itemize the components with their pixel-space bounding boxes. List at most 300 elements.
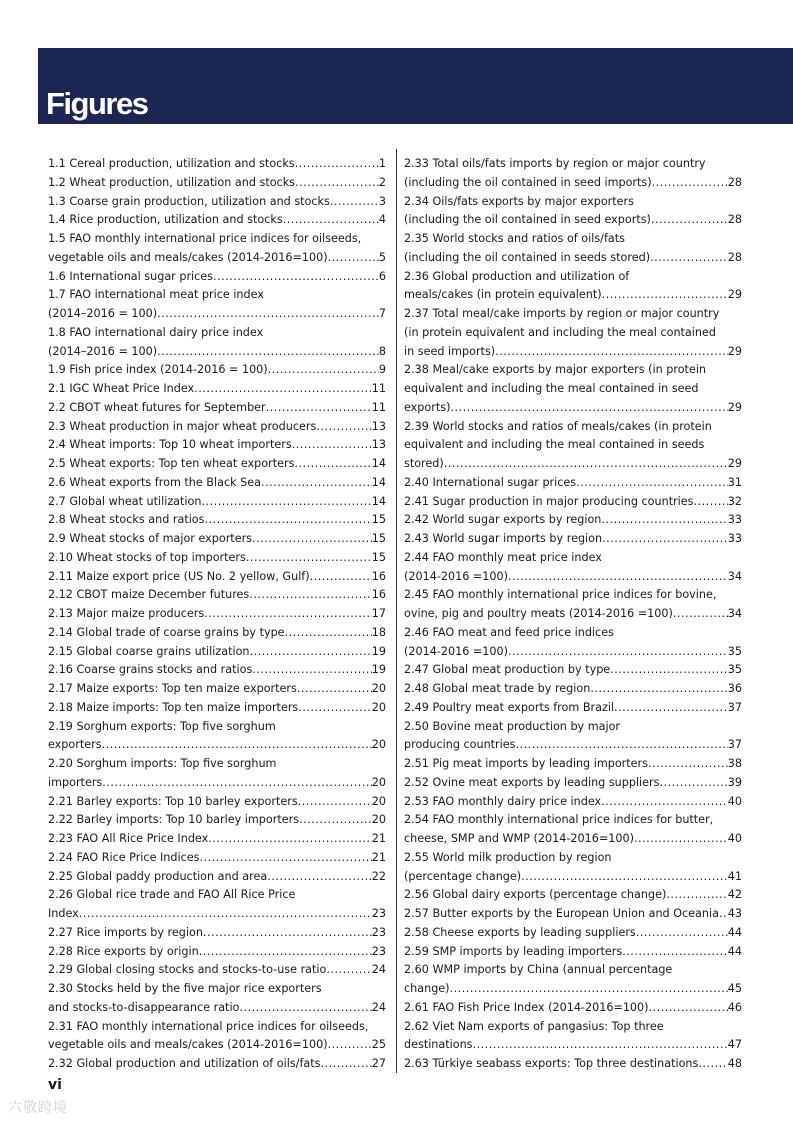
- toc-entry-line: exports): [404, 400, 451, 414]
- toc-entry[interactable]: [48, 586, 386, 605]
- toc-page-number: 4: [378, 213, 386, 227]
- toc-entry-line: importers: [48, 775, 103, 789]
- toc-entry-line: 2.63 Türkiye seabass exports: Top three destinations: [404, 1057, 699, 1070]
- toc-page-number: 28: [727, 175, 742, 189]
- toc-entry-line: 2.2 CBOT wheat futures for September: [48, 400, 266, 414]
- toc-entry-line: 2.48 Global meat trade by region: [404, 682, 591, 695]
- dot-leader: [283, 211, 379, 230]
- toc-entry[interactable]: [48, 868, 386, 887]
- page-title: Figures: [46, 86, 148, 121]
- dot-leader: [508, 643, 728, 662]
- dot-leader: [328, 249, 379, 268]
- toc-entry-line: 2.6 Wheat exports from the Black Sea: [48, 475, 261, 489]
- toc-entry-line: vegetable oils and meals/cakes (2014-2016=100): [48, 250, 328, 264]
- toc-entry[interactable]: [48, 961, 386, 980]
- toc-entry-line: 2.9 Wheat stocks of major exporters: [48, 532, 253, 545]
- toc-page-number: 29: [727, 344, 742, 358]
- toc-entry-line: stored): [404, 457, 444, 470]
- toc-entry-line: equivalent and including the meal contained in seed: [404, 382, 699, 395]
- toc-entry[interactable]: [404, 943, 742, 962]
- toc-entry[interactable]: [404, 155, 742, 193]
- toc-entry[interactable]: [404, 774, 742, 793]
- dot-leader: [268, 361, 379, 380]
- toc-entry-line: equivalent and including the meal contained in seeds: [404, 438, 705, 452]
- toc-page-number: 25: [371, 1038, 386, 1052]
- toc-entry[interactable]: [404, 530, 742, 549]
- toc-entry-line: 2.41 Sugar production in major producing countries: [404, 494, 694, 508]
- toc-page-number: 48: [727, 1057, 742, 1070]
- toc-entry[interactable]: [48, 943, 386, 962]
- dot-leader: [203, 924, 372, 943]
- toc-page-number: 22: [371, 869, 386, 883]
- toc-entry[interactable]: [404, 699, 742, 718]
- toc-page-number: 18: [371, 625, 386, 639]
- toc-entry[interactable]: [48, 849, 386, 868]
- toc-entry-line: (including the oil contained in seeds stored): [404, 250, 651, 264]
- toc-entry[interactable]: [48, 568, 386, 587]
- dot-leader: [250, 643, 372, 662]
- dot-leader: [601, 511, 727, 530]
- dot-leader: [636, 924, 728, 943]
- dot-leader: [252, 530, 372, 549]
- toc-entry-line: (including the oil contained in seed imports): [404, 175, 652, 189]
- dot-leader: [326, 961, 371, 980]
- toc-entry[interactable]: [48, 155, 386, 174]
- toc-entry-line: 2.12 CBOT maize December futures: [48, 588, 250, 602]
- toc-entry[interactable]: [404, 493, 742, 512]
- toc-entry-line: 1.6 International sugar prices: [48, 269, 214, 283]
- toc-entry[interactable]: [404, 849, 742, 887]
- toc-page-number: 8: [378, 344, 386, 358]
- dot-leader: [673, 605, 728, 624]
- toc-entry-line: in seed imports): [404, 344, 496, 358]
- dot-leader: [473, 1036, 728, 1055]
- toc-entry-line: 2.52 Ovine meat exports by leading suppliers: [404, 775, 660, 789]
- dot-leader: [204, 511, 371, 530]
- toc-entry[interactable]: [48, 455, 386, 474]
- toc-entry[interactable]: [48, 1018, 386, 1056]
- toc-entry[interactable]: [404, 361, 742, 417]
- toc-page-number: 46: [727, 1000, 742, 1014]
- toc-entry-line: change): [404, 982, 450, 995]
- toc-entry[interactable]: [404, 193, 742, 231]
- toc-entry-line: 2.38 Meal/cake exports by major exporters (in protein: [404, 363, 707, 377]
- toc-entry-line: 2.60 WMP imports by China (annual percentage: [404, 963, 673, 977]
- toc-entry-line: 2.19 Sorghum exports: Top five sorghum: [48, 719, 276, 733]
- toc-entry-line: 1.2 Wheat production, utilization and stocks: [48, 175, 296, 189]
- toc-page-number: 20: [371, 682, 386, 695]
- toc-entry-line: 2.18 Maize imports: Top ten maize importers: [48, 700, 299, 714]
- toc-entry[interactable]: [48, 830, 386, 849]
- toc-entry-line: 2.10 Wheat stocks of top importers: [48, 550, 246, 564]
- toc-entry[interactable]: [404, 268, 742, 306]
- watermark-logo: 六敬跨境: [8, 1100, 68, 1116]
- toc-page-number: 29: [727, 400, 742, 414]
- toc-entry[interactable]: [48, 1055, 386, 1074]
- toc-page-number: 44: [727, 925, 742, 939]
- toc-entry-line: 2.28 Rice exports by origin: [48, 944, 199, 958]
- toc-page-number: 1: [378, 157, 386, 170]
- dot-leader: [515, 736, 727, 755]
- toc-entry[interactable]: [48, 324, 386, 362]
- toc-entry[interactable]: [404, 1018, 742, 1056]
- toc-entry-line: (2014–2016 = 100): [48, 344, 158, 358]
- toc-entry-line: 2.55 World milk production by region: [404, 850, 612, 864]
- dot-leader: [194, 380, 372, 399]
- dot-leader: [201, 493, 371, 512]
- toc-page-number: 19: [371, 644, 386, 658]
- dot-leader: [590, 680, 727, 699]
- toc-page-number: 29: [727, 288, 742, 302]
- toc-entry[interactable]: [48, 549, 386, 568]
- toc-entry[interactable]: [48, 268, 386, 287]
- dot-leader: [157, 343, 379, 362]
- toc-entry[interactable]: [404, 586, 742, 624]
- toc-entry[interactable]: [404, 905, 742, 924]
- toc-entry[interactable]: [48, 286, 386, 324]
- toc-entry-line: 2.3 Wheat production in major wheat producers: [48, 419, 317, 433]
- toc-entry-line: 2.35 World stocks and ratios of oils/fats: [404, 232, 625, 245]
- dot-leader: [719, 905, 728, 924]
- dot-leader: [295, 155, 379, 174]
- toc-page-number: 20: [371, 700, 386, 714]
- toc-entry[interactable]: [48, 793, 386, 812]
- dot-leader: [316, 418, 371, 437]
- toc-entry-line: 2.43 World sugar imports by region: [404, 532, 603, 545]
- toc-entry[interactable]: [48, 605, 386, 624]
- toc-page-number: 45: [727, 982, 742, 995]
- toc-entry-line: 2.24 FAO Rice Price Indices: [48, 850, 200, 864]
- toc-entry-line: 1.9 Fish price index (2014-2016 = 100): [48, 363, 268, 377]
- toc-page-number: 15: [371, 513, 386, 527]
- dot-leader: [698, 1055, 727, 1074]
- toc-entry-line: 2.54 FAO monthly international price indices for butter,: [404, 813, 714, 827]
- toc-entry-line: (in protein equivalent and including the meal contained: [404, 325, 716, 339]
- dot-leader: [294, 455, 371, 474]
- toc-page-number: 14: [371, 494, 386, 508]
- toc-page-number: 15: [371, 550, 386, 564]
- dot-leader: [495, 343, 728, 362]
- toc-entry-line: 2.27 Rice imports by region: [48, 925, 203, 939]
- toc-entry[interactable]: [404, 418, 742, 474]
- toc-entry-line: Index: [48, 907, 79, 920]
- figures-list-left: [48, 155, 386, 1074]
- dot-leader: [266, 399, 372, 418]
- toc-entry[interactable]: [48, 643, 386, 662]
- toc-page-number: 38: [727, 757, 742, 770]
- toc-entry[interactable]: [48, 699, 386, 718]
- toc-entry[interactable]: [48, 211, 386, 230]
- toc-page-number: 16: [371, 569, 386, 583]
- toc-page-number: 16: [371, 588, 386, 602]
- toc-entry[interactable]: [404, 511, 742, 530]
- toc-entry-line: and stocks-to-disappearance ratio: [48, 1000, 240, 1014]
- toc-entry[interactable]: [48, 193, 386, 212]
- dot-leader: [310, 568, 372, 587]
- dot-leader: [330, 193, 379, 212]
- dot-leader: [508, 568, 728, 587]
- toc-entry[interactable]: [404, 924, 742, 943]
- toc-entry-line: 1.1 Cereal production, utilization and stocks: [48, 157, 295, 170]
- dot-leader: [102, 736, 372, 755]
- dot-leader: [252, 661, 371, 680]
- toc-entry[interactable]: [48, 174, 386, 193]
- dot-leader: [267, 868, 372, 887]
- dot-leader: [295, 174, 379, 193]
- toc-entry[interactable]: [404, 305, 742, 361]
- dot-leader: [651, 211, 728, 230]
- toc-entry-line: 2.56 Global dairy exports (percentage change): [404, 888, 667, 902]
- toc-entry-line: 2.30 Stocks held by the five major rice exporters: [48, 982, 322, 995]
- toc-entry-line: 2.15 Global coarse grains utilization: [48, 644, 250, 658]
- dot-leader: [298, 699, 371, 718]
- toc-page-number: 7: [378, 307, 386, 320]
- column-divider: [396, 149, 397, 1073]
- toc-entry[interactable]: [404, 886, 742, 905]
- toc-entry-line: 2.62 Viet Nam exports of pangasius: Top three: [404, 1019, 664, 1033]
- toc-page-number: 35: [727, 663, 742, 677]
- toc-entry-line: 2.17 Maize exports: Top ten maize exporters: [48, 682, 297, 695]
- dot-leader: [328, 1036, 372, 1055]
- toc-page-number: 14: [371, 475, 386, 489]
- toc-entry-line: 2.31 FAO monthly international price indices for oilseeds,: [48, 1019, 369, 1033]
- toc-entry-line: 2.46 FAO meat and feed price indices: [404, 625, 614, 639]
- dot-leader: [666, 886, 727, 905]
- toc-entry-line: 2.42 World sugar exports by region: [404, 513, 602, 527]
- dot-leader: [157, 305, 379, 324]
- dot-leader: [261, 474, 372, 493]
- dot-leader: [614, 699, 728, 718]
- toc-page-number: 11: [371, 382, 386, 395]
- toc-page-number: 13: [371, 438, 386, 452]
- toc-page-number: 24: [371, 963, 386, 977]
- toc-entry[interactable]: [48, 474, 386, 493]
- toc-entry-line: 1.5 FAO monthly international price indices for oilseeds,: [48, 232, 362, 245]
- toc-entry-line: vegetable oils and meals/cakes (2014-2016=100): [48, 1038, 328, 1052]
- toc-entry-line: 2.58 Cheese exports by leading suppliers: [404, 925, 636, 939]
- dot-leader: [648, 755, 728, 774]
- toc-page-number: 39: [727, 775, 742, 789]
- toc-entry[interactable]: [48, 361, 386, 380]
- toc-entry-line: 2.57 Butter exports by the European Union and Oceania: [404, 907, 719, 920]
- toc-page-number: 13: [371, 419, 386, 433]
- toc-entry-line: 2.21 Barley exports: Top 10 barley exporters: [48, 794, 298, 808]
- toc-page-number: 36: [727, 682, 742, 695]
- toc-entry-line: 2.61 FAO Fish Price Index (2014-2016=100): [404, 1000, 649, 1014]
- toc-entry[interactable]: [404, 999, 742, 1018]
- toc-entry-line: 1.7 FAO international meat price index: [48, 288, 264, 302]
- dot-leader: [444, 455, 728, 474]
- toc-entry[interactable]: [404, 680, 742, 699]
- toc-entry-line: (2014-2016 =100): [404, 644, 508, 658]
- dot-leader: [199, 849, 371, 868]
- dot-leader: [299, 811, 372, 830]
- toc-entry[interactable]: [48, 493, 386, 512]
- toc-entry[interactable]: [48, 811, 386, 830]
- toc-entry-line: ovine, pig and poultry meats (2014-2016 =100): [404, 607, 673, 620]
- dot-leader: [694, 493, 728, 512]
- dot-leader: [79, 905, 372, 924]
- toc-page-number: 33: [727, 532, 742, 545]
- toc-entry-line: 2.11 Maize export price (US No. 2 yellow, Gulf): [48, 569, 310, 583]
- toc-page-number: 14: [371, 457, 386, 470]
- dot-leader: [292, 436, 372, 455]
- toc-entry[interactable]: [404, 961, 742, 999]
- toc-page-number: 20: [371, 794, 386, 808]
- toc-page-number: 23: [371, 925, 386, 939]
- toc-entry[interactable]: [404, 793, 742, 812]
- toc-entry-line: 2.32 Global production and utilization of oils/fats: [48, 1057, 321, 1070]
- toc-page-number: 34: [727, 607, 742, 620]
- toc-entry-line: 2.20 Sorghum imports: Top five sorghum: [48, 757, 277, 770]
- toc-entry[interactable]: [48, 511, 386, 530]
- toc-entry-line: 2.16 Coarse grains stocks and ratios: [48, 663, 253, 677]
- toc-page-number: 6: [378, 269, 386, 283]
- toc-entry[interactable]: [404, 755, 742, 774]
- toc-entry-line: meals/cakes (in protein equivalent): [404, 288, 602, 302]
- toc-entry[interactable]: [404, 1055, 742, 1074]
- dot-leader: [298, 793, 372, 812]
- toc-page-number: 11: [371, 400, 386, 414]
- toc-entry-line: destinations: [404, 1038, 473, 1052]
- toc-page-number: 19: [371, 663, 386, 677]
- dot-leader: [199, 943, 372, 962]
- toc-entry-line: 2.50 Bovine meat production by major: [404, 719, 621, 733]
- toc-page-number: 41: [727, 869, 742, 883]
- toc-entry[interactable]: [48, 924, 386, 943]
- toc-entry-line: producing countries: [404, 738, 516, 752]
- toc-page-number: 43: [727, 907, 742, 920]
- toc-page-number: 9: [378, 363, 386, 377]
- dot-leader: [297, 680, 372, 699]
- toc-entry-line: 2.47 Global meat production by type: [404, 663, 611, 677]
- toc-entry-line: 2.14 Global trade of coarse grains by type: [48, 625, 285, 639]
- toc-entry[interactable]: [48, 530, 386, 549]
- toc-page-number: 20: [371, 775, 386, 789]
- toc-page-number: 47: [727, 1038, 742, 1052]
- toc-entry-line: (2014–2016 = 100): [48, 307, 158, 320]
- toc-entry[interactable]: [48, 230, 386, 268]
- toc-entry-line: 1.3 Coarse grain production, utilization and stocks: [48, 194, 330, 208]
- dot-leader: [239, 999, 371, 1018]
- dot-leader: [285, 624, 372, 643]
- toc-entry[interactable]: [48, 380, 386, 399]
- toc-entry-line: 2.33 Total oils/fats imports by region or major country: [404, 157, 706, 170]
- toc-entry-line: 2.25 Global paddy production and area: [48, 869, 268, 883]
- dot-leader: [521, 868, 728, 887]
- dot-leader: [204, 605, 372, 624]
- toc-entry[interactable]: [48, 399, 386, 418]
- dot-leader: [213, 268, 379, 287]
- toc-page-number: 44: [727, 944, 742, 958]
- toc-entry[interactable]: [404, 549, 742, 587]
- toc-page-number: 17: [371, 607, 386, 620]
- toc-entry[interactable]: [48, 980, 386, 1018]
- toc-page-number: 37: [727, 700, 742, 714]
- toc-entry-line: 1.8 FAO international dairy price index: [48, 325, 264, 339]
- toc-entry[interactable]: [48, 418, 386, 437]
- toc-entry[interactable]: [404, 811, 742, 849]
- dot-leader: [450, 399, 727, 418]
- toc-page-number: 40: [727, 794, 742, 808]
- toc-page-number: 34: [727, 569, 742, 583]
- toc-page-number: 29: [727, 457, 742, 470]
- dot-leader: [102, 774, 372, 793]
- dot-leader: [602, 530, 728, 549]
- dot-leader: [450, 980, 728, 999]
- toc-entry-line: 2.44 FAO monthly meat price index: [404, 550, 602, 564]
- toc-entry-line: 2.26 Global rice trade and FAO All Rice Price: [48, 888, 296, 902]
- toc-entry-line: 2.59 SMP imports by leading importers: [404, 944, 623, 958]
- toc-entry[interactable]: [48, 886, 386, 924]
- toc-page-number: 23: [371, 944, 386, 958]
- toc-entry-line: 2.40 International sugar prices: [404, 475, 577, 489]
- dot-leader: [649, 999, 728, 1018]
- toc-page-number: 31: [727, 475, 742, 489]
- dot-leader: [576, 474, 728, 493]
- dot-leader: [320, 1055, 371, 1074]
- toc-page-number: 23: [371, 907, 386, 920]
- toc-entry-line: 2.7 Global wheat utilization: [48, 494, 202, 508]
- toc-page-number: 40: [727, 832, 742, 845]
- toc-entry[interactable]: [404, 661, 742, 680]
- toc-entry[interactable]: [404, 230, 742, 268]
- dot-leader: [659, 774, 727, 793]
- toc-page-number: 42: [727, 888, 742, 902]
- toc-page-number: 21: [371, 850, 386, 864]
- toc-page-number: 20: [371, 813, 386, 827]
- toc-entry[interactable]: [48, 718, 386, 756]
- toc-page-number: 37: [727, 738, 742, 752]
- toc-entry-line: 2.49 Poultry meat exports from Brazil: [404, 700, 615, 714]
- toc-page-number: 33: [727, 513, 742, 527]
- toc-entry-line: 2.22 Barley imports: Top 10 barley importers: [48, 813, 300, 827]
- toc-entry[interactable]: [404, 718, 742, 756]
- toc-entry-line: cheese, SMP and WMP (2014-2016=100): [404, 832, 634, 845]
- toc-entry-line: 2.51 Pig meat imports by leading importers: [404, 757, 648, 770]
- toc-page-number: 3: [378, 194, 386, 208]
- toc-page-number: 28: [727, 250, 742, 264]
- toc-entry-line: 2.8 Wheat stocks and ratios: [48, 513, 205, 527]
- page-number: vi: [48, 1077, 62, 1093]
- toc-entry[interactable]: [48, 680, 386, 699]
- toc-entry-line: (2014-2016 =100): [404, 569, 508, 583]
- toc-page-number: 15: [371, 532, 386, 545]
- toc-entry[interactable]: [48, 436, 386, 455]
- toc-page-number: 27: [371, 1057, 386, 1070]
- toc-entry-line: 2.1 IGC Wheat Price Index: [48, 382, 195, 395]
- toc-entry[interactable]: [404, 474, 742, 493]
- toc-entry[interactable]: [404, 624, 742, 662]
- toc-entry-line: (percentage change): [404, 869, 522, 883]
- toc-page-number: 35: [727, 644, 742, 658]
- toc-entry[interactable]: [48, 755, 386, 793]
- toc-entry-line: 2.13 Major maize producers: [48, 607, 205, 620]
- toc-entry-line: 2.39 World stocks and ratios of meals/cakes (in protein: [404, 419, 712, 433]
- dot-leader: [650, 249, 728, 268]
- toc-entry-line: 2.5 Wheat exports: Top ten wheat exporters: [48, 457, 295, 470]
- dot-leader: [634, 830, 728, 849]
- toc-entry-line: 2.23 FAO All Rice Price Index: [48, 832, 209, 845]
- dot-leader: [246, 549, 372, 568]
- dot-leader: [610, 661, 728, 680]
- toc-page-number: 24: [371, 1000, 386, 1014]
- toc-page-number: 20: [371, 738, 386, 752]
- toc-entry[interactable]: [48, 624, 386, 643]
- toc-entry[interactable]: [48, 661, 386, 680]
- dot-leader: [602, 286, 728, 305]
- header-banner: [38, 48, 793, 124]
